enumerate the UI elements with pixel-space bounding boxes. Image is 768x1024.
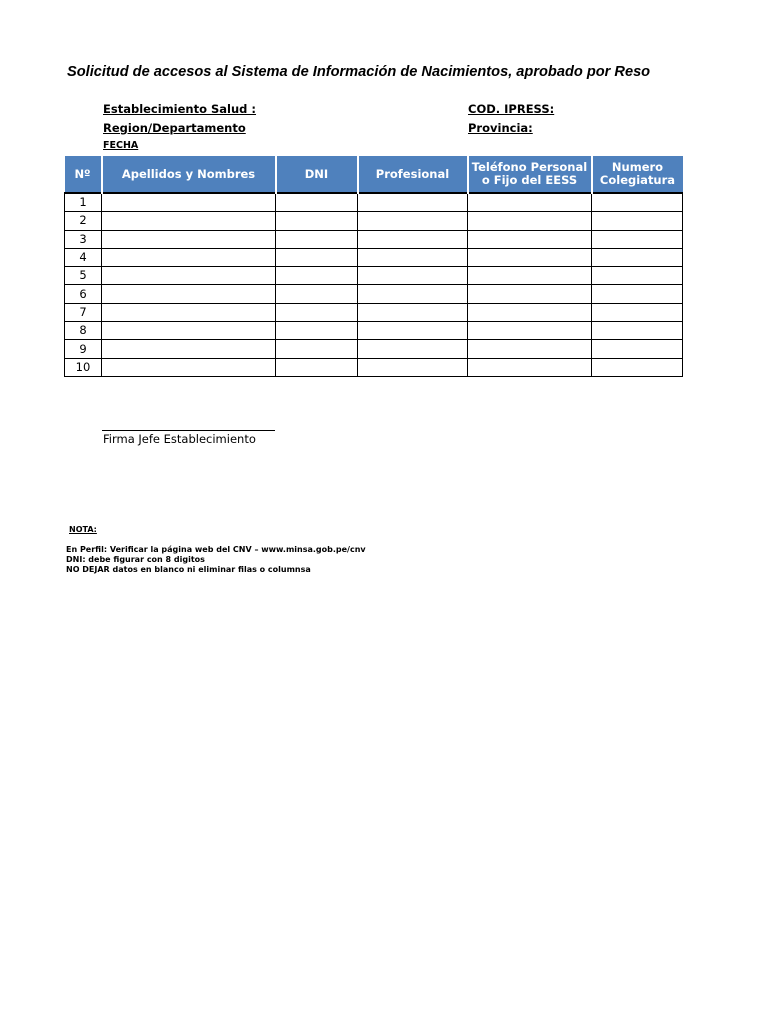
access-request-table bbox=[64, 156, 683, 377]
row-number-cell: 4 bbox=[65, 248, 102, 266]
dni-cell[interactable] bbox=[276, 303, 358, 321]
column-header-telefono: Teléfono Personal o Fijo del EESS bbox=[468, 156, 592, 193]
apellidos-nombres-cell[interactable] bbox=[102, 285, 276, 303]
row-number-cell: 10 bbox=[65, 358, 102, 376]
row-number-cell: 6 bbox=[65, 285, 102, 303]
column-header-numero: Nº bbox=[65, 156, 102, 193]
apellidos-nombres-cell[interactable] bbox=[102, 322, 276, 340]
telefono-cell[interactable] bbox=[468, 193, 592, 212]
nota-heading: NOTA: bbox=[69, 525, 97, 534]
profesional-cell[interactable] bbox=[358, 322, 468, 340]
column-header-profesional: Profesional bbox=[358, 156, 468, 193]
colegiatura-cell[interactable] bbox=[592, 358, 683, 376]
nota-line: En Perfil: Verificar la página web del CNV – www.minsa.gob.pe/cnv bbox=[66, 545, 366, 554]
apellidos-nombres-cell[interactable] bbox=[102, 303, 276, 321]
dni-cell[interactable] bbox=[276, 212, 358, 230]
nota-lines bbox=[66, 545, 366, 575]
row-number-cell: 7 bbox=[65, 303, 102, 321]
telefono-cell[interactable] bbox=[468, 303, 592, 321]
column-header-colegiatura: Numero Colegiatura bbox=[592, 156, 683, 193]
table-row bbox=[65, 193, 683, 212]
profesional-cell[interactable] bbox=[358, 230, 468, 248]
colegiatura-cell[interactable] bbox=[592, 230, 683, 248]
apellidos-nombres-cell[interactable] bbox=[102, 230, 276, 248]
row-number-cell: 9 bbox=[65, 340, 102, 358]
apellidos-nombres-cell[interactable] bbox=[102, 193, 276, 212]
fecha-label: FECHA bbox=[103, 140, 139, 151]
profesional-cell[interactable] bbox=[358, 212, 468, 230]
colegiatura-cell[interactable] bbox=[592, 322, 683, 340]
colegiatura-cell[interactable] bbox=[592, 303, 683, 321]
signature-label: Firma Jefe Establecimiento bbox=[103, 432, 256, 446]
nota-line: NO DEJAR datos en blanco ni eliminar filas o columnsa bbox=[66, 565, 311, 574]
apellidos-nombres-cell[interactable] bbox=[102, 358, 276, 376]
table-row bbox=[65, 248, 683, 266]
column-header-dni: DNI bbox=[276, 156, 358, 193]
colegiatura-cell[interactable] bbox=[592, 267, 683, 285]
telefono-cell[interactable] bbox=[468, 340, 592, 358]
table-row bbox=[65, 358, 683, 376]
profesional-cell[interactable] bbox=[358, 340, 468, 358]
row-number-cell: 5 bbox=[65, 267, 102, 285]
establecimiento-label: Establecimiento Salud : bbox=[103, 102, 257, 116]
profesional-cell[interactable] bbox=[358, 303, 468, 321]
nota-line: DNI: debe figurar con 8 digitos bbox=[66, 555, 205, 564]
table-header-row bbox=[65, 156, 683, 193]
table-row bbox=[65, 267, 683, 285]
signature-line bbox=[102, 430, 275, 431]
profesional-cell[interactable] bbox=[358, 193, 468, 212]
row-number-cell: 1 bbox=[65, 193, 102, 212]
column-header-apellidos-nombres: Apellidos y Nombres bbox=[102, 156, 276, 193]
dni-cell[interactable] bbox=[276, 340, 358, 358]
table-row bbox=[65, 212, 683, 230]
dni-cell[interactable] bbox=[276, 248, 358, 266]
dni-cell[interactable] bbox=[276, 285, 358, 303]
row-number-cell: 2 bbox=[65, 212, 102, 230]
table-row bbox=[65, 340, 683, 358]
dni-cell[interactable] bbox=[276, 267, 358, 285]
row-number-cell: 3 bbox=[65, 230, 102, 248]
dni-cell[interactable] bbox=[276, 358, 358, 376]
profesional-cell[interactable] bbox=[358, 248, 468, 266]
colegiatura-cell[interactable] bbox=[592, 212, 683, 230]
table-row bbox=[65, 303, 683, 321]
telefono-cell[interactable] bbox=[468, 248, 592, 266]
telefono-cell[interactable] bbox=[468, 230, 592, 248]
colegiatura-cell[interactable] bbox=[592, 340, 683, 358]
profesional-cell[interactable] bbox=[358, 285, 468, 303]
provincia-label: Provincia: bbox=[468, 121, 533, 135]
dni-cell[interactable] bbox=[276, 322, 358, 340]
profesional-cell[interactable] bbox=[358, 267, 468, 285]
telefono-cell[interactable] bbox=[468, 358, 592, 376]
apellidos-nombres-cell[interactable] bbox=[102, 248, 276, 266]
apellidos-nombres-cell[interactable] bbox=[102, 340, 276, 358]
telefono-cell[interactable] bbox=[468, 267, 592, 285]
profesional-cell[interactable] bbox=[358, 358, 468, 376]
row-number-cell: 8 bbox=[65, 322, 102, 340]
apellidos-nombres-cell[interactable] bbox=[102, 267, 276, 285]
telefono-cell[interactable] bbox=[468, 285, 592, 303]
table-row bbox=[65, 285, 683, 303]
apellidos-nombres-cell[interactable] bbox=[102, 212, 276, 230]
telefono-cell[interactable] bbox=[468, 322, 592, 340]
cod-ipress-label: COD. IPRESS: bbox=[468, 102, 555, 116]
document-title: Solicitud de accesos al Sistema de Información de Nacimientos, aprobado por Reso bbox=[67, 64, 651, 80]
table-row bbox=[65, 322, 683, 340]
region-label: Region/Departamento bbox=[103, 121, 246, 135]
colegiatura-cell[interactable] bbox=[592, 193, 683, 212]
colegiatura-cell[interactable] bbox=[592, 285, 683, 303]
colegiatura-cell[interactable] bbox=[592, 248, 683, 266]
telefono-cell[interactable] bbox=[468, 212, 592, 230]
table-row bbox=[65, 230, 683, 248]
dni-cell[interactable] bbox=[276, 193, 358, 212]
dni-cell[interactable] bbox=[276, 230, 358, 248]
